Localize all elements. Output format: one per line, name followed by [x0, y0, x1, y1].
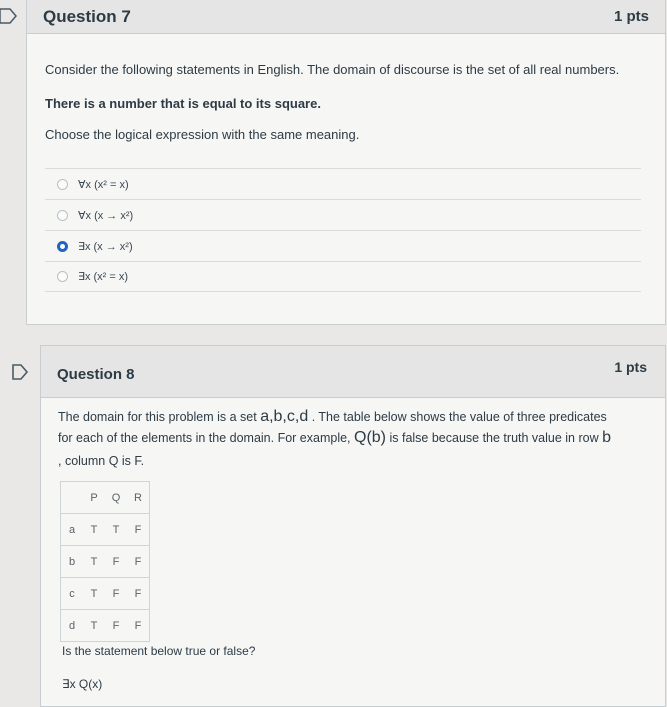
text: for each of the elements in the domain. For example,: [58, 431, 354, 445]
answer-label: ∃x (x → x²): [78, 240, 133, 253]
question-8-text-line-1: [58, 407, 607, 427]
answer-label: ∀x (x² = x): [78, 178, 129, 191]
answer-list: [45, 168, 641, 292]
table-cell: T: [83, 514, 105, 546]
table-header-cell: P: [83, 482, 105, 514]
table-cell: F: [127, 610, 150, 642]
table-cell: F: [105, 546, 127, 578]
points-label: 1 pts: [614, 358, 647, 375]
question-8-text-line-2: [58, 428, 611, 448]
radio-button[interactable]: [57, 271, 68, 282]
question-flag-icon[interactable]: [12, 364, 30, 380]
answer-option[interactable]: [45, 261, 641, 292]
table-cell: b: [61, 546, 84, 578]
table-cell: F: [127, 514, 150, 546]
example-predicate: Q(b): [354, 429, 386, 446]
answer-option[interactable]: [45, 168, 641, 199]
table-header-cell: R: [127, 482, 150, 514]
question-8-prompt: Is the statement below true or false?: [62, 644, 256, 658]
table-cell: d: [61, 610, 84, 642]
table-cell: F: [127, 578, 150, 610]
truth-table: [60, 481, 150, 642]
table-cell: F: [105, 610, 127, 642]
answer-label: ∀x (x → x²): [78, 209, 134, 222]
table-cell: c: [61, 578, 84, 610]
question-7-instruction: Choose the logical expression with the same meaning.: [45, 127, 360, 142]
radio-button[interactable]: [57, 179, 68, 190]
question-8-text-line-3: , column Q is F.: [58, 454, 145, 468]
question-7-statement: Consider the following statements in English. The domain of discourse is the set of all real numbers.: [45, 62, 620, 77]
text: . The table below shows the value of three predicates: [308, 410, 607, 424]
question-8-header: [41, 346, 665, 398]
question-title: Question 7: [43, 6, 131, 26]
points-label: 1 pts: [613, 8, 649, 25]
table-row: [61, 578, 150, 610]
answer-option[interactable]: [45, 199, 641, 230]
question-7-sentence: There is a number that is equal to its square.: [45, 96, 321, 111]
table-header-cell: Q: [105, 482, 127, 514]
question-7-header: [27, 0, 665, 34]
table-row: [61, 546, 150, 578]
text: The domain for this problem is a set: [58, 410, 261, 424]
table-row: [61, 610, 150, 642]
table-cell: T: [83, 578, 105, 610]
table-header-row: [61, 482, 150, 514]
text: is false because the truth value in row: [386, 431, 603, 445]
answer-label: ∃x (x² = x): [78, 271, 129, 283]
radio-button-selected[interactable]: [57, 241, 68, 252]
table-cell: a: [61, 514, 84, 546]
question-8-expression: ∃x Q(x): [62, 677, 103, 691]
table-row: [61, 514, 150, 546]
answer-option-selected[interactable]: [45, 230, 641, 261]
table-cell: T: [105, 514, 127, 546]
domain-set: a,b,c,d: [260, 408, 309, 425]
table-cell: F: [127, 546, 150, 578]
example-row: b: [602, 429, 611, 446]
question-flag-icon[interactable]: [0, 8, 18, 24]
table-header-cell: [61, 482, 84, 514]
question-title: Question 8: [57, 366, 135, 383]
table-cell: T: [83, 610, 105, 642]
table-cell: F: [105, 578, 127, 610]
radio-button[interactable]: [57, 210, 68, 221]
table-cell: T: [83, 546, 105, 578]
